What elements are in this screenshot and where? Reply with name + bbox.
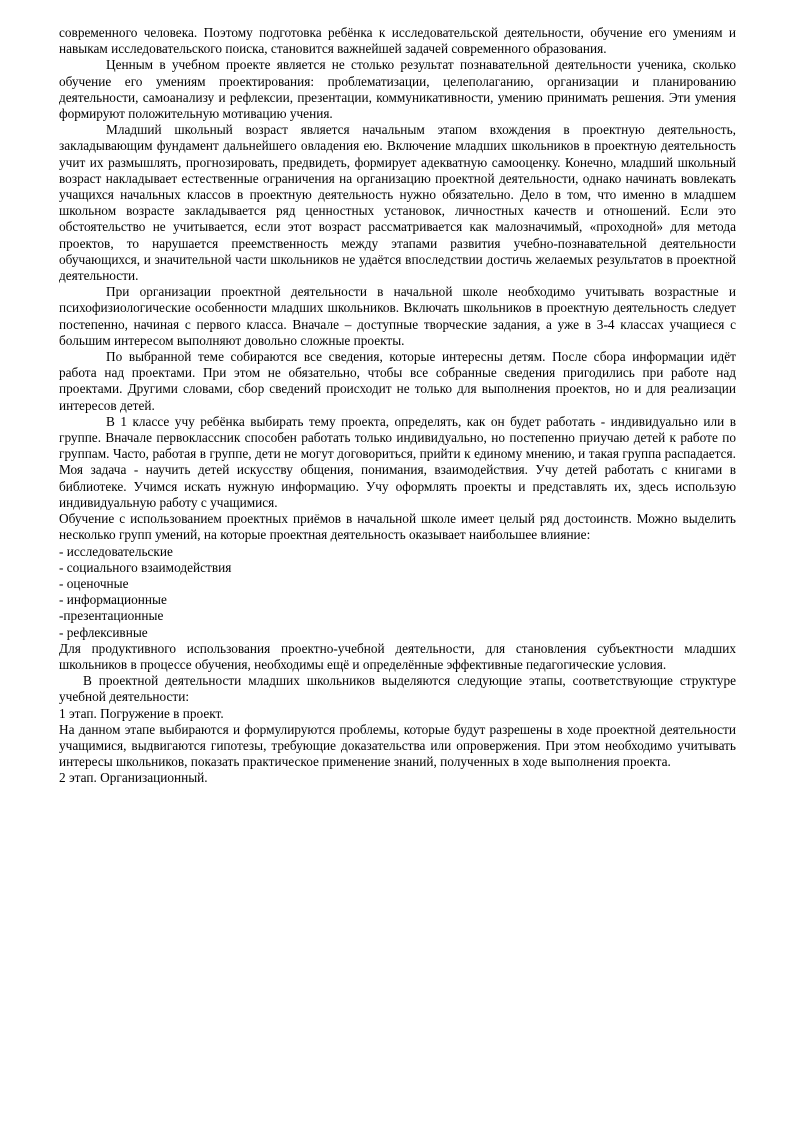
paragraph-conditions: Для продуктивного использования проектно-учебной деятельности, для становления субъектности младших школьников в процессе обучения, необходимы ещё и определённые эффективные педагогические условия. xyxy=(59,640,736,672)
paragraph-advantages: Обучение с использованием проектных приёмов в начальной школе имеет целый ряд достоинств. Можно выделить несколько групп умений, на которые проектная деятельность оказывает наибольшее влияние: xyxy=(59,511,736,543)
list-item: -презентационные xyxy=(59,608,164,624)
paragraph-first-grade: В 1 классе учу ребёнка выбирать тему проекта, определять, как он будет работать - индивидуально или в группе. Вначале первоклассник способен работать только индивидуально, но постепенно приучаю детей к работе по группам. Часто, работая в группе, дети не могут договориться, прийти к единому мнению, и такая группа распадается. Моя задача - научить детей искусству общения, понимания, взаимодействия. Учу детей работать с книгами в библиотеке. Учимся искать нужную информацию. Учу оформлять проекты и представлять их, здесь использую индивидуальную работу с учащимися. xyxy=(59,413,736,510)
list-item: - социального взаимодействия xyxy=(59,559,232,575)
document-page xyxy=(59,25,736,787)
paragraph-organization: При организации проектной деятельности в начальной школе необходимо учитывать возрастные и психофизиологические особенности младших школьников. Включать школьников в проектную деятельность следует постепенно, начиная с первого класса. Вначале – доступные творческие задания, а уже в 3-4 классах учащиеся с большим интересом выполняют довольно сложные проекты. xyxy=(59,284,736,348)
list-item: - информационные xyxy=(59,592,167,608)
paragraph-junior-school-age: Младший школьный возраст является начальным этапом вхождения в проектную деятельность, закладывающим фундамент дальнейшего овладения ею. Включение младших школьников в проектную деятельность учит их размышлять, прогнозировать, предвидеть, формирует адекватную самооценку. Конечно, младший школьный возраст накладывает естественные ограничения на организацию проектной деятельности, однако начинать вовлекать учащихся начальных классов в проектную деятельность нужно обязательно. Дело в том, что именно в младшем школьном возрасте закладывается ряд ценностных установок, личностных качеств и отношений. Если это обстоятельство не учитывается, если этот возраст рассматривается как малозначимый, «проходной» для метода проектов, то нарушается преемственность между этапами развития учебно-познавательной деятельности обучающихся, и значительной части школьников не удаётся впоследствии достичь желаемых результатов в проектной деятельности. xyxy=(59,122,736,284)
paragraph-topic-collection: По выбранной теме собираются все сведения, которые интересны детям. После сбора информации идёт работа над проектами. При этом не обязательно, чтобы все собранные сведения пригодились при работе над проектами. Другими словами, сбор сведений происходит не только для выполнения проектов, но и для реализации интересов детей. xyxy=(59,349,736,413)
list-item: - исследовательские xyxy=(59,543,173,559)
skills-list xyxy=(59,544,736,641)
list-item: - рефлексивные xyxy=(59,624,148,640)
paragraph-project-value: Ценным в учебном проекте является не столько результат познавательной деятельности ученика, сколько обучение его умениям проектирования: проблематизации, целеполаганию, организации и планированию деятельности, самоанализу и рефлексии, презентации, коммуникативности, умению принимать решения. Эти умения формируют положительную мотивацию учения. xyxy=(59,57,736,122)
list-item: - оценочные xyxy=(59,575,129,591)
stage-2-heading: 2 этап. Организационный. xyxy=(59,770,208,786)
paragraph-intro-continuation: современного человека. Поэтому подготовка ребёнка к исследовательской деятельности, обучение его умениям и навыкам исследовательского поиска, становится важнейшей задачей современного образования. xyxy=(59,25,736,57)
paragraph-stages-intro: В проектной деятельности младших школьников выделяются следующие этапы, соответствующие структуре учебной деятельности: xyxy=(59,673,736,705)
paragraph-stage-1: На данном этапе выбираются и формулируются проблемы, которые будут разрешены в ходе проектной деятельности учащимися, выдвигаются гипотезы, требующие доказательства или опровержения. При этом необходимо учитывать интересы школьников, показать практическое применение знаний, полученных в ходе выполнения проекта. xyxy=(59,721,736,770)
stage-1-heading: 1 этап. Погружение в проект. xyxy=(59,705,224,721)
